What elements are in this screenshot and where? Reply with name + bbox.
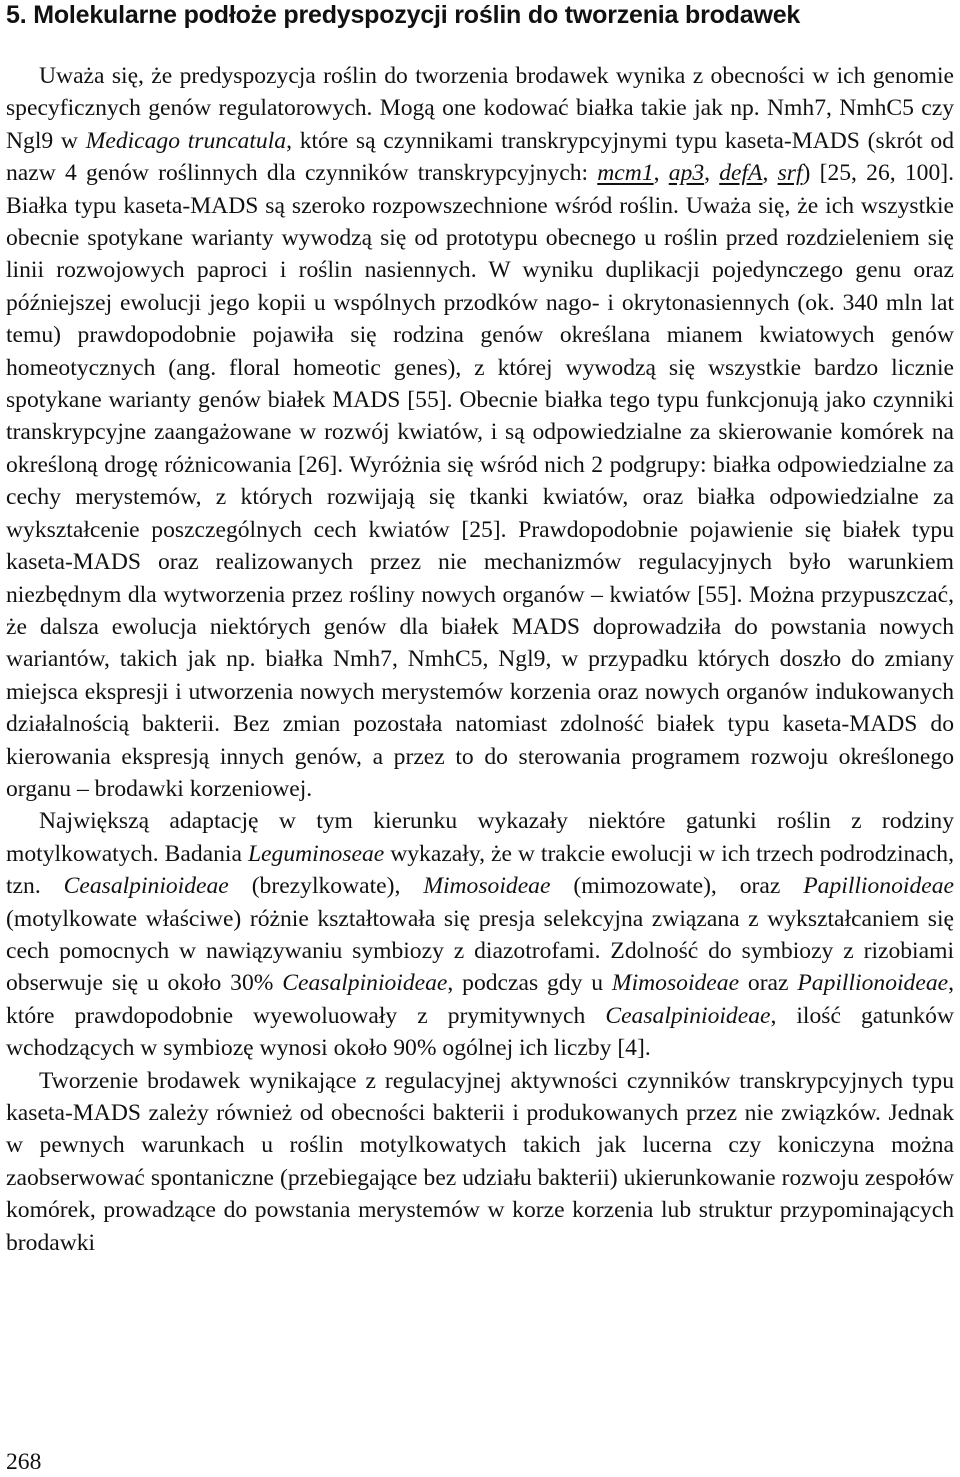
text-run: (motylkowate właściwe) różnie kształtowała się presja selekcyjna związana z wykształcaniem się cech pomocnych w nawiązywaniu symbiozy z diazotrofami. Zdolność do symbiozy z rizobiami obserwuje się u około 30% (6, 905, 954, 997)
italic-term: Mimosoideae (423, 873, 551, 900)
gene-name: defA (719, 160, 763, 187)
page-number: 268 (6, 1449, 42, 1475)
section-title: 5. Molekularne podłoże predyspozycji roślin do tworzenia brodawek (6, 1, 801, 29)
paragraph (6, 60, 954, 805)
text-run: oraz (739, 970, 798, 997)
paragraph (6, 1065, 954, 1259)
italic-term: Papillionoideae (803, 873, 954, 900)
text-run: Uważa się, że predyspozycja roślin do tworzenia brodawek wynika z obecności w ich genomie specyficznych genów regulatorowych. Mogą one kodować białka takie jak np. Nmh7, NmhC5 czy Ngl9 w (6, 63, 954, 154)
italic-term: Mimosoideae (611, 970, 740, 997)
italic-term: Medicago truncatula (85, 127, 287, 154)
text-run: , (653, 160, 669, 187)
text-run: Największą adaptację w tym kierunku wykazały niektóre gatunki roślin z rodziny motylkowatych. Badania (6, 808, 954, 867)
text-run: , które są czynnikami transkrypcyjnymi typu kaseta-MADS (skrót od nazw 4 genów roślinnych dla czynników transkrypcyjnych: (6, 127, 954, 187)
gene-name: srf (777, 160, 803, 187)
text-run: , (704, 160, 720, 187)
italic-term: Leguminoseae (247, 840, 385, 867)
text-run: wykazały, że w trakcie ewolucji w ich trzech podrodzinach, tzn. (6, 840, 954, 900)
text-run: (brezylkowate), (228, 873, 424, 900)
text-run: , (762, 160, 778, 187)
gene-name: mcm1 (597, 160, 654, 187)
body-text (6, 60, 954, 1259)
italic-term: Papillionoideae (797, 970, 949, 997)
document-page (6, 0, 954, 1259)
gene-name: ap3 (668, 160, 705, 187)
text-run: , ilość gatunków wchodzących w symbiozę wynosi około 90% ogólnej ich liczby [4]. (6, 1002, 954, 1062)
text-run: (mimozowate), oraz (550, 873, 804, 900)
italic-term: Ceasalpinioideae (63, 873, 229, 900)
text-run: Tworzenie brodawek wynikające z regulacyjnej aktywności czynników transkrypcyjnych typu kaseta-MADS zależy również od obecności bakterii i produkowanych przez nie związków. Jednak w pewnych warunkach u roślin motylkowatych takich jak lucerna czy koniczyna można zaobserwować spontaniczne (przebiegające bez udziału bakterii) ukierunkowanie rozwoju zespołów komórek, prowadzące do powstania merystemów w korze korzenia lub struktur przypominających brodawki (6, 1067, 954, 1256)
text-run: , które prawdopodobnie wyewoluowały z prymitywnych (6, 970, 954, 1029)
italic-term: Ceasalpinioideae (282, 970, 448, 997)
italic-term: Ceasalpinioideae (605, 1002, 771, 1029)
paragraph (6, 805, 954, 1064)
text-run: ) [25, 26, 100]. Białka typu kaseta-MADS są szeroko rozpowszechnione wśród roślin. Uważa się, że ich wszystkie obecnie spotykane warianty wywodzą się od prototypu obecnego u roślin przed rozdzieleniem się linii rozwojowych paproci i roślin nasiennych. W wyniku duplikacji pojedynczego genu oraz późniejszej ewolucji jego kopii u wspólnych przodków nago- i okrytonasiennych (ok. 340 mln lat temu) prawdopodobnie pojawiła się rodzina genów określana mianem kwiatowych genów homeotycznych (ang. floral homeotic genes), z której wywodzą się wszystkie bardzo licznie spotykane warianty genów białek MADS [55]. Obecnie białka tego typu funkcjonują jako czynniki transkrypcyjne zaangażowane w rozwój kwiatów, i są odpowiedzialne za skierowanie komórek na określoną drogę różnicowania [26]. Wyróżnia się wśród nich 2 podgrupy: białka odpowiedzialne za cechy merystemów, z których rozwijają się tkanki kwiatów, oraz białka odpowiedzialne za wykształcenie poszczególnych cech kwiatów [25]. Prawdopodobnie pojawienie się białek typu kaseta-MADS oraz realizowanych przez nie mechanizmów regulacyjnych było warunkiem niezbędnym dla wytworzenia przez rośliny nowych organów – kwiatów [55]. Można przypuszczać, że dalsza ewolucja niektórych genów dla białek MADS doprowadziła do powstania nowych wariantów, takich jak np. białka Nmh7, NmhC5, Ngl9, w przypadku których doszło do zmiany miejsca ekspresji i utworzenia nowych merystemów korzenia oraz nowych organów indukowanych działalnością bakterii. Bez zmian pozostała natomiast zdolność białek typu kaseta-MADS do kierowania ekspresją innych genów, a przez to do sterowania programem rozwoju określonego organu – brodawki korzeniowej. (6, 160, 954, 802)
text-run: , podczas gdy u (447, 970, 612, 997)
